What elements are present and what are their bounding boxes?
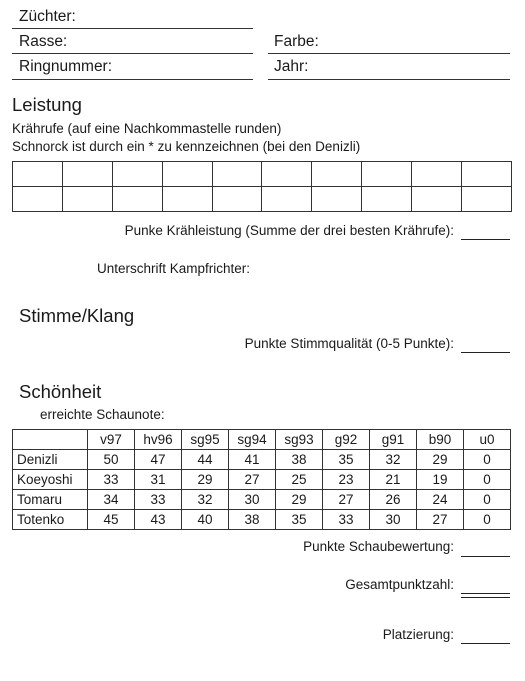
table-cell: 30	[370, 510, 417, 530]
column-header: u0	[464, 430, 511, 450]
kraehruf-cell[interactable]	[362, 162, 412, 187]
header-corner	[13, 430, 88, 450]
unterschrift-label: Unterschrift Kampfrichter:	[97, 261, 251, 276]
table-cell: 47	[135, 450, 182, 470]
table-cell: 43	[135, 510, 182, 530]
kraehruf-cell[interactable]	[13, 187, 63, 212]
table-cell: 21	[370, 470, 417, 490]
table-cell: 32	[370, 450, 417, 470]
gesamtpunktzahl-double-line	[461, 597, 510, 598]
punkte-kraehleistung-label: Punke Krähleistung (Summe der drei besten Krährufe):	[124, 223, 454, 238]
table-header-row	[13, 430, 511, 450]
punkte-stimmqualitaet-label: Punkte Stimmqualität (0-5 Punkte):	[244, 336, 454, 351]
leistung-note-2: Schnorck ist durch ein * zu kennzeichnen (bei den Denizli)	[12, 139, 361, 154]
platzierung-line[interactable]	[461, 643, 510, 644]
gesamtpunktzahl-label: Gesamtpunktzahl:	[345, 577, 454, 592]
table-cell: 26	[370, 490, 417, 510]
table-cell: 33	[135, 490, 182, 510]
kraehruf-cell[interactable]	[312, 162, 362, 187]
table-cell: 44	[182, 450, 229, 470]
kraehruf-cell[interactable]	[112, 162, 162, 187]
table-cell: 27	[323, 490, 370, 510]
farbe-label: Farbe:	[274, 33, 319, 50]
jahr-label: Jahr:	[274, 58, 309, 75]
column-header: g91	[370, 430, 417, 450]
ringnummer-line[interactable]	[12, 79, 253, 80]
table-cell: 29	[276, 490, 323, 510]
platzierung-label: Platzierung:	[382, 627, 454, 642]
column-header: sg93	[276, 430, 323, 450]
leistung-note-1: Krährufe (auf eine Nachkommastelle runden)	[12, 121, 282, 136]
kraehruf-cell[interactable]	[162, 162, 212, 187]
kraehruf-cell[interactable]	[262, 162, 312, 187]
kraehruf-cell[interactable]	[262, 187, 312, 212]
kraehruf-cell[interactable]	[13, 162, 63, 187]
table-cell: 33	[323, 510, 370, 530]
punkte-schaubewertung-label: Punkte Schaubewertung:	[303, 539, 454, 554]
table-cell: 29	[182, 470, 229, 490]
kraehrufe-table	[12, 161, 512, 212]
rasse-line[interactable]	[12, 53, 253, 54]
punkte-schaubewertung-line[interactable]	[461, 556, 510, 557]
punkte-kraehleistung-line[interactable]	[461, 239, 510, 240]
schaunote-table	[12, 429, 511, 530]
table-row	[13, 450, 511, 470]
kraehruf-cell[interactable]	[412, 162, 462, 187]
kraehruf-cell[interactable]	[112, 187, 162, 212]
table-cell: 19	[417, 470, 464, 490]
kraehruf-cell[interactable]	[462, 162, 512, 187]
table-cell: 27	[229, 470, 276, 490]
column-header: v97	[88, 430, 135, 450]
table-cell: 41	[229, 450, 276, 470]
table-cell: 38	[229, 510, 276, 530]
column-header: sg95	[182, 430, 229, 450]
table-cell: 40	[182, 510, 229, 530]
table-row	[13, 490, 511, 510]
schaunote-label: erreichte Schaunote:	[40, 407, 165, 422]
breed-name: Totenko	[13, 510, 88, 530]
kraehruf-cell[interactable]	[412, 187, 462, 212]
breed-name: Tomaru	[13, 490, 88, 510]
kraehruf-cell[interactable]	[62, 162, 112, 187]
table-cell: 27	[417, 510, 464, 530]
punkte-stimmqualitaet-line[interactable]	[461, 352, 510, 353]
leistung-title: Leistung	[12, 94, 82, 115]
kraehruf-cell[interactable]	[312, 187, 362, 212]
table-cell: 24	[417, 490, 464, 510]
table-cell: 0	[464, 510, 511, 530]
stimme-title: Stimme/Klang	[19, 305, 135, 326]
gesamtpunktzahl-line[interactable]	[461, 593, 510, 594]
table-cell: 35	[323, 450, 370, 470]
table-cell: 25	[276, 470, 323, 490]
table-cell: 0	[464, 450, 511, 470]
table-cell: 35	[276, 510, 323, 530]
kraehruf-cell[interactable]	[212, 187, 262, 212]
kraehruf-cell[interactable]	[62, 187, 112, 212]
rasse-label: Rasse:	[19, 33, 68, 50]
table-cell: 0	[464, 470, 511, 490]
column-header: b90	[417, 430, 464, 450]
kraehruf-cell[interactable]	[462, 187, 512, 212]
schoenheit-title: Schönheit	[19, 381, 102, 402]
kraehruf-cell[interactable]	[362, 187, 412, 212]
table-cell: 31	[135, 470, 182, 490]
table-cell: 50	[88, 450, 135, 470]
table-cell: 38	[276, 450, 323, 470]
breed-name: Denizli	[13, 450, 88, 470]
kraehruf-cell[interactable]	[162, 187, 212, 212]
column-header: hv96	[135, 430, 182, 450]
ringnummer-label: Ringnummer:	[19, 58, 113, 75]
table-cell: 30	[229, 490, 276, 510]
table-cell: 0	[464, 490, 511, 510]
table-cell: 23	[323, 470, 370, 490]
table-cell: 32	[182, 490, 229, 510]
column-header: sg94	[229, 430, 276, 450]
jahr-line[interactable]	[268, 79, 510, 80]
table-cell: 45	[88, 510, 135, 530]
table-row	[13, 510, 511, 530]
zuechter-line[interactable]	[12, 28, 253, 29]
table-cell: 34	[88, 490, 135, 510]
table-cell: 29	[417, 450, 464, 470]
farbe-line[interactable]	[268, 53, 510, 54]
table-row	[13, 470, 511, 490]
zuechter-label: Züchter:	[19, 8, 76, 25]
column-header: g92	[323, 430, 370, 450]
breed-name: Koeyoshi	[13, 470, 88, 490]
table-cell: 33	[88, 470, 135, 490]
kraehruf-cell[interactable]	[212, 162, 262, 187]
